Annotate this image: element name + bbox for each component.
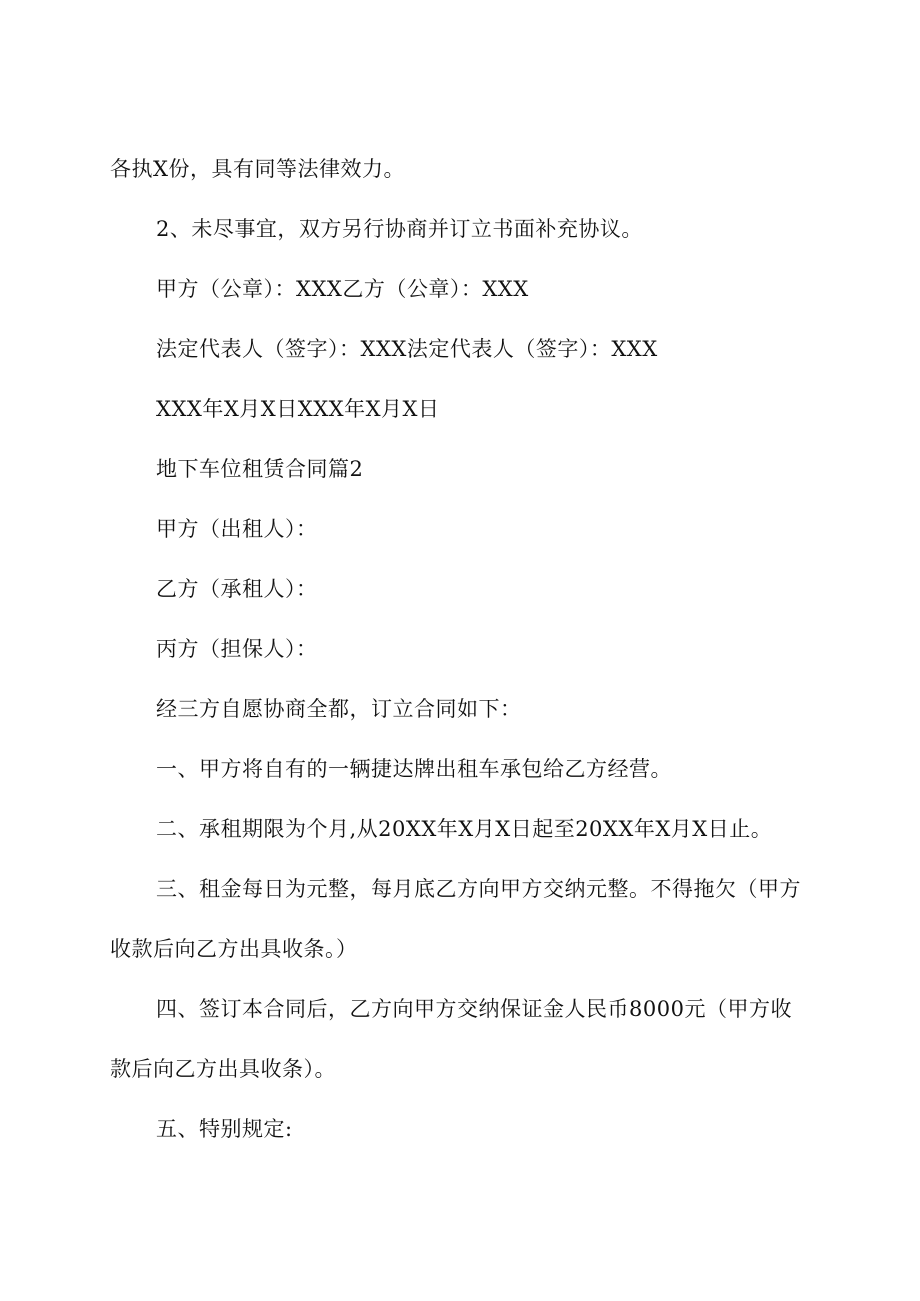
document-body (110, 139, 810, 1159)
paragraph-7: 甲方（出租人）： (156, 517, 318, 541)
paragraph-15: 五、特别规定: (156, 1117, 293, 1141)
paragraph-13: 三、租金每日为元整，每月底乙方向甲方交纳元整。不得拖欠（甲方收款后向乙方出具收条。） (110, 877, 801, 961)
paragraph-4: 法定代表人（签字）：XXX法定代表人（签字）：XXX (156, 337, 658, 361)
paragraph-3: 甲方（公章）：XXX乙方（公章）：XXX (156, 277, 529, 301)
paragraph-1: 各执X份，具有同等法律效力。 (110, 157, 405, 181)
paragraph-14: 四、签订本合同后，乙方向甲方交纳保证金人民币8000元（甲方收款后向乙方出具收条）。 (110, 997, 792, 1081)
paragraph-5: XXX年X月X日XXX年X月X日 (156, 397, 440, 421)
paragraph-9: 丙方（担保人）： (156, 637, 318, 661)
paragraph-11: 一、甲方将自有的一辆捷达牌出租车承包给乙方经营。 (156, 757, 672, 781)
paragraph-2: 2、未尽事宜，双方另行协商并订立书面补充协议。 (156, 217, 643, 241)
paragraph-12: 二、承租期限为个月,从20XX年X月X日起至20XX年X月X日止。 (156, 817, 773, 841)
paragraph-8: 乙方（承租人）： (156, 577, 318, 601)
paragraph-10: 经三方自愿协商全都，订立合同如下： (156, 697, 522, 721)
section-heading: 地下车位租赁合同篇2 (156, 457, 364, 481)
